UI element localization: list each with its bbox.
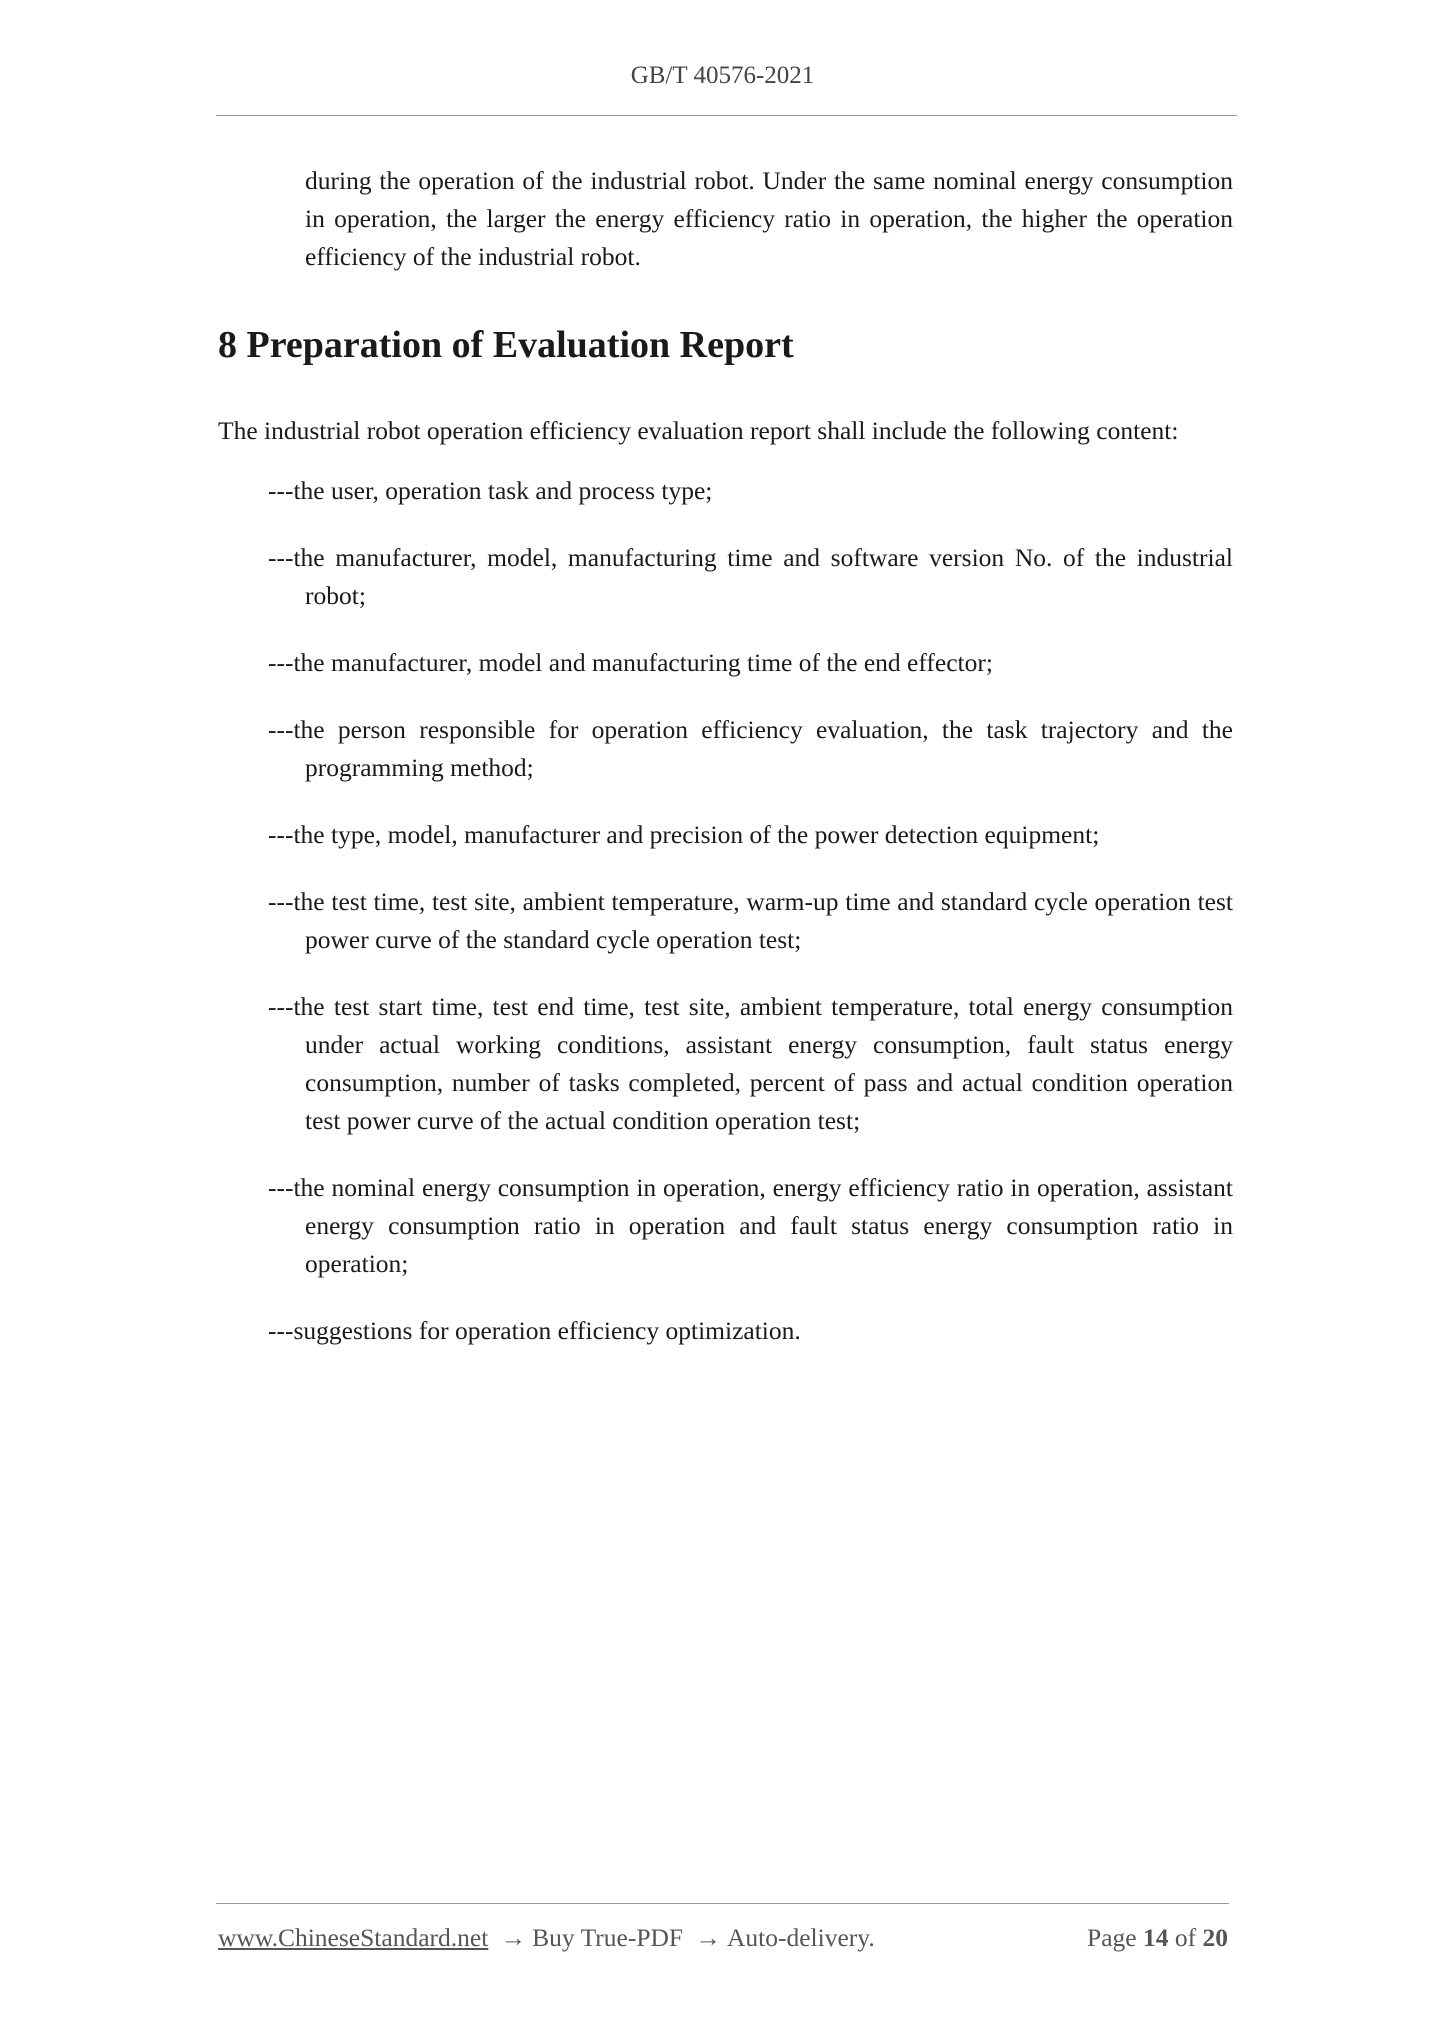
- report-content-list: [218, 472, 1233, 1350]
- current-page-number: 14: [1143, 1923, 1169, 1952]
- page-label: Page: [1087, 1923, 1137, 1952]
- list-item: ---suggestions for operation efficiency optimization.: [268, 1316, 801, 1345]
- site-link[interactable]: www.ChineseStandard.net: [218, 1923, 489, 1952]
- arrow-right-icon: →: [500, 1923, 527, 1952]
- list-item: ---the manufacturer, model and manufacturing time of the end effector;: [268, 648, 993, 677]
- document-id-header: GB/T 40576-2021: [630, 62, 815, 89]
- list-item: ---the user, operation task and process type;: [268, 476, 713, 505]
- list-item: ---the test time, test site, ambient temperature, warm-up time and standard cycle operation test power curve of the standard cycle operation test;: [268, 887, 1233, 954]
- of-label: of: [1174, 1923, 1197, 1952]
- arrow-right-icon: →: [695, 1923, 721, 1952]
- total-page-number: 20: [1202, 1923, 1228, 1952]
- section-heading: 8 Preparation of Evaluation Report: [218, 324, 794, 366]
- header-divider: [216, 115, 1237, 116]
- list-item: ---the manufacturer, model, manufacturing time and software version No. of the industrial robot;: [268, 543, 1233, 610]
- list-item: ---the person responsible for operation efficiency evaluation, the task trajectory and the programming method;: [268, 715, 1233, 782]
- continuation-paragraph: during the operation of the industrial robot. Under the same nominal energy consumption in operation, the larger the energy efficiency ratio in operation, the higher the operation efficiency of the industrial robot.: [305, 166, 1233, 271]
- list-item: ---the type, model, manufacturer and precision of the power detection equipment;: [268, 820, 1100, 849]
- list-item: ---the nominal energy consumption in operation, energy efficiency ratio in operation, assistant energy consumption ratio in operation and fault status energy consumption ratio in operation;: [268, 1173, 1233, 1278]
- list-item: ---the test start time, test end time, test site, ambient temperature, total energy consumption under actual working conditions, assistant energy consumption, fault status energy consumption, number of tasks completed, percent of pass and actual condition operation test power curve of the actual condition operation test;: [268, 992, 1233, 1135]
- auto-delivery-text: Auto-delivery.: [726, 1923, 875, 1952]
- page-number: [1087, 1921, 1228, 1955]
- footer-divider: [216, 1903, 1229, 1904]
- footer-promo: [218, 1921, 875, 1955]
- section-intro: The industrial robot operation efficiency evaluation report shall include the following content:: [218, 416, 1179, 445]
- buy-true-pdf-text: Buy True-PDF: [532, 1923, 684, 1952]
- page-content: [218, 162, 1233, 1379]
